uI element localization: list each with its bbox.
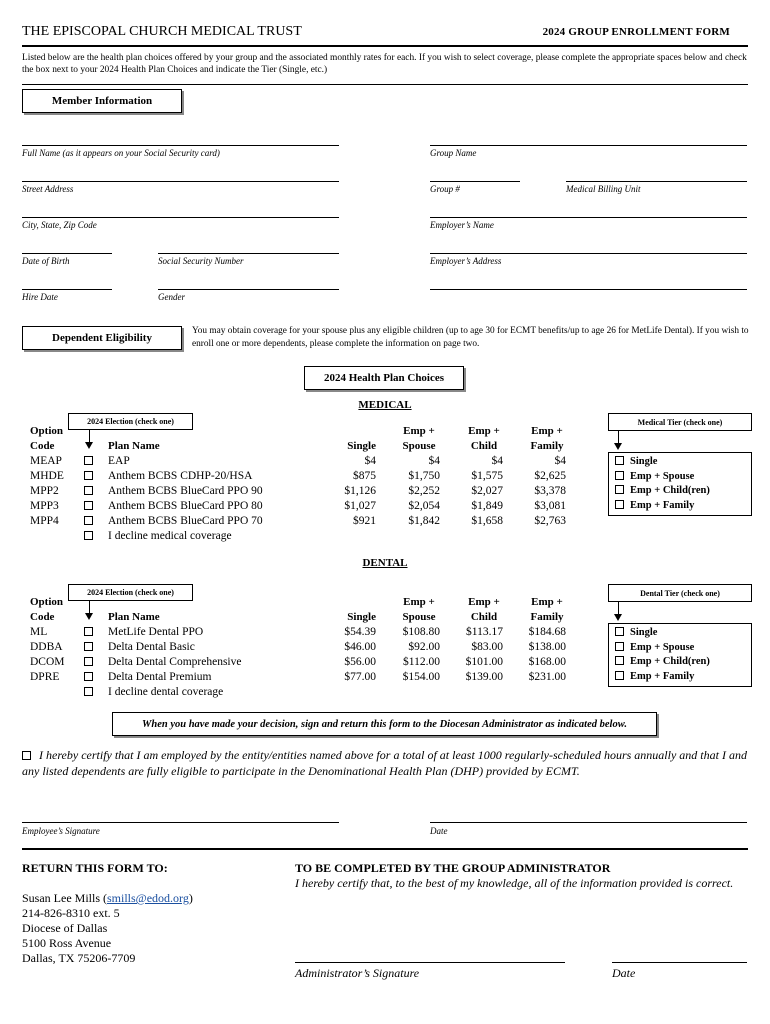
admin-certify-text: I hereby certify that, to the best of my knowledge, all of the information provided is correct. bbox=[295, 876, 734, 890]
medical-option-header: Option Code bbox=[30, 425, 64, 452]
medical-tier-label: Medical Tier (check one) bbox=[608, 413, 752, 431]
full-name-label: Full Name (as it appears on your Social Security card) bbox=[22, 148, 220, 158]
ssn-field[interactable] bbox=[158, 253, 339, 254]
dental-tier-option[interactable]: Single bbox=[615, 626, 745, 641]
checkbox[interactable] bbox=[615, 656, 624, 665]
dental-child-column: $113.17 $83.00 $101.00 $139.00 bbox=[465, 626, 503, 683]
group-number-label: Group # bbox=[430, 184, 460, 194]
employee-signature-field[interactable] bbox=[22, 822, 339, 823]
billing-unit-field[interactable] bbox=[566, 181, 747, 182]
dental-plan-option[interactable]: Delta Dental Premium bbox=[84, 670, 242, 685]
checkbox[interactable] bbox=[84, 642, 93, 651]
dependent-eligibility-title: Dependent Eligibility bbox=[22, 326, 182, 350]
medical-spouse-header: Emp + Spouse bbox=[402, 425, 436, 452]
form-name: 2024 GROUP ENROLLMENT FORM bbox=[542, 26, 730, 38]
ssn-label: Social Security Number bbox=[158, 256, 244, 266]
return-notice: When you have made your decision, sign and return this form to the Diocesan Administrator as indicated below. bbox=[112, 712, 657, 736]
dental-tier-option[interactable]: Emp + Spouse bbox=[615, 641, 745, 656]
dental-election-label: 2024 Election (check one) bbox=[68, 584, 193, 601]
hire-date-label: Hire Date bbox=[22, 292, 58, 302]
checkbox[interactable] bbox=[84, 657, 93, 666]
hire-date-field[interactable] bbox=[22, 289, 112, 290]
dental-spouse-header: Emp + Spouse bbox=[402, 596, 436, 623]
checkbox[interactable] bbox=[615, 671, 624, 680]
medical-tier-option[interactable]: Emp + Spouse bbox=[615, 470, 745, 485]
medical-child-column: $4 $1,575 $2,027 $1,849 $1,658 bbox=[471, 455, 503, 527]
group-name-label: Group Name bbox=[430, 148, 477, 158]
certification: I hereby certify that I am employed by the entity/entities named above for a total of at least 1000 regularly-scheduled hours annually and that I and any listed dependents are fully eligible to participate in the Denominational Health Plan (DHP) provided by ECMT. bbox=[22, 748, 747, 778]
dental-spouse-column: $108.80 $92.00 $112.00 $154.00 bbox=[402, 626, 440, 683]
employer-name-field[interactable] bbox=[430, 217, 747, 218]
street-field[interactable] bbox=[22, 181, 339, 182]
medical-code-column: MEAP MHDE MPP2 MPP3 MPP4 bbox=[30, 455, 64, 527]
dental-plan-option[interactable]: Delta Dental Comprehensive bbox=[84, 655, 242, 670]
medical-single-header: Single bbox=[347, 440, 376, 452]
dental-option-header: Option Code bbox=[30, 596, 64, 623]
city-label: City, State, Zip Code bbox=[22, 220, 97, 230]
street-label: Street Address bbox=[22, 184, 74, 194]
employer-name-label: Employer’s Name bbox=[430, 220, 494, 230]
checkbox[interactable] bbox=[84, 687, 93, 696]
employer-address-field-2[interactable] bbox=[430, 289, 747, 290]
dental-code-column: ML DDBA DCOM DPRE bbox=[30, 626, 65, 683]
plan-choices-title: 2024 Health Plan Choices bbox=[304, 366, 464, 390]
checkbox[interactable] bbox=[615, 456, 624, 465]
employer-address-field[interactable] bbox=[430, 253, 747, 254]
admin-signature-field[interactable] bbox=[295, 962, 565, 963]
medical-tier-option[interactable]: Emp + Family bbox=[615, 499, 745, 514]
dental-tier-label: Dental Tier (check one) bbox=[608, 584, 752, 602]
checkbox[interactable] bbox=[84, 486, 93, 495]
dental-child-header: Emp + Child bbox=[468, 596, 500, 623]
admin-signature-label: Administrator’s Signature bbox=[295, 966, 420, 980]
dental-plan-column bbox=[84, 625, 242, 700]
checkbox[interactable] bbox=[615, 471, 624, 480]
dental-plan-option[interactable]: MetLife Dental PPO bbox=[84, 625, 242, 640]
dob-field[interactable] bbox=[22, 253, 112, 254]
bottom-rule bbox=[22, 848, 748, 850]
dental-plan-option[interactable]: Delta Dental Basic bbox=[84, 640, 242, 655]
certify-checkbox[interactable] bbox=[22, 751, 31, 760]
signature-date-field[interactable] bbox=[430, 822, 747, 823]
checkbox[interactable] bbox=[84, 531, 93, 540]
dependent-eligibility-text: You may obtain coverage for your spouse plus any eligible children (up to age 30 for ECMT benefits/up to age 26 for MetLife Dental). If you wish to enroll one or more dependents, please complete the information on page two. bbox=[192, 326, 749, 349]
medical-plan-header: Plan Name bbox=[108, 440, 160, 452]
medical-child-header: Emp + Child bbox=[468, 425, 500, 452]
email-link[interactable]: smills@edod.org bbox=[107, 891, 189, 905]
medical-plan-column bbox=[84, 454, 263, 544]
medical-plan-option[interactable]: Anthem BCBS BlueCard PPO 90 bbox=[84, 484, 263, 499]
admin-title: TO BE COMPLETED BY THE GROUP ADMINISTRATOR bbox=[295, 861, 611, 875]
employer-address-label: Employer’s Address bbox=[430, 256, 502, 266]
medical-election-label: 2024 Election (check one) bbox=[68, 413, 193, 430]
checkbox[interactable] bbox=[84, 516, 93, 525]
full-name-field[interactable] bbox=[22, 145, 339, 146]
dental-tier-box bbox=[608, 623, 752, 687]
return-title: RETURN THIS FORM TO: bbox=[22, 861, 168, 875]
admin-date-field[interactable] bbox=[612, 962, 747, 963]
checkbox[interactable] bbox=[84, 471, 93, 480]
gender-field[interactable] bbox=[158, 289, 339, 290]
medical-spouse-column: $4 $1,750 $2,252 $2,054 $1,842 bbox=[408, 455, 440, 527]
group-number-field[interactable] bbox=[430, 181, 520, 182]
dental-single-header: Single bbox=[347, 611, 376, 623]
dental-single-column: $54.39 $46.00 $56.00 $77.00 bbox=[344, 626, 376, 683]
dental-tier-option[interactable]: Emp + Child(ren) bbox=[615, 655, 745, 670]
signature-date-label: Date bbox=[430, 826, 448, 836]
checkbox[interactable] bbox=[615, 485, 624, 494]
intro-text: Listed below are the health plan choices offered by your group and the associated monthly rates for each. If you wish to select coverage, please complete the appropriate spaces below and check the box next to your 2024 Health Plan Choices and indicate the Tier (Single, etc.) bbox=[22, 53, 747, 75]
medical-plan-option[interactable]: Anthem BCBS BlueCard PPO 80 bbox=[84, 499, 263, 514]
medical-tier-option[interactable]: Single bbox=[615, 455, 745, 470]
dental-family-column: $184.68 $138.00 $168.00 $231.00 bbox=[528, 626, 566, 683]
group-name-field[interactable] bbox=[430, 145, 747, 146]
form-org-title: THE EPISCOPAL CHURCH MEDICAL TRUST bbox=[22, 24, 302, 39]
member-info-title: Member Information bbox=[22, 89, 182, 113]
employee-signature-label: Employee’s Signature bbox=[22, 826, 100, 836]
checkbox[interactable] bbox=[615, 627, 624, 636]
medical-single-column: $4 $875 $1,126 $1,027 $921 bbox=[344, 455, 376, 527]
header-rule bbox=[22, 45, 748, 47]
medical-section-title: MEDICAL bbox=[358, 399, 412, 411]
return-address: Susan Lee Mills (smills@edod.org) 214-826-8310 ext. 5 Diocese of Dallas 5100 Ross Avenue Dallas, TX 75206-7709 bbox=[22, 891, 193, 965]
medical-decline-option[interactable]: I decline medical coverage bbox=[84, 529, 263, 544]
admin-date-label: Date bbox=[612, 966, 636, 980]
dental-section-title: DENTAL bbox=[362, 557, 408, 569]
checkbox[interactable] bbox=[615, 642, 624, 651]
medical-plan-option[interactable]: Anthem BCBS BlueCard PPO 70 bbox=[84, 514, 263, 529]
checkbox[interactable] bbox=[84, 672, 93, 681]
dental-plan-header: Plan Name bbox=[108, 611, 160, 623]
medical-tier-option[interactable]: Emp + Child(ren) bbox=[615, 484, 745, 499]
billing-unit-label: Medical Billing Unit bbox=[566, 184, 641, 194]
intro-rule bbox=[22, 84, 748, 85]
medical-plan-option[interactable]: Anthem BCBS CDHP-20/HSA bbox=[84, 469, 263, 484]
dob-label: Date of Birth bbox=[22, 256, 70, 266]
checkbox[interactable] bbox=[84, 456, 93, 465]
medical-family-header: Emp + Family bbox=[530, 425, 564, 452]
medical-tier-box bbox=[608, 452, 752, 516]
checkbox[interactable] bbox=[84, 501, 93, 510]
checkbox[interactable] bbox=[84, 627, 93, 636]
dental-tier-option[interactable]: Emp + Family bbox=[615, 670, 745, 685]
gender-label: Gender bbox=[158, 292, 185, 302]
medical-plan-option[interactable]: EAP bbox=[84, 454, 263, 469]
dental-decline-option[interactable]: I decline dental coverage bbox=[84, 685, 242, 700]
dental-family-header: Emp + Family bbox=[530, 596, 564, 623]
medical-family-column: $4 $2,625 $3,378 $3,081 $2,763 bbox=[534, 455, 566, 527]
city-field[interactable] bbox=[22, 217, 339, 218]
checkbox[interactable] bbox=[615, 500, 624, 509]
